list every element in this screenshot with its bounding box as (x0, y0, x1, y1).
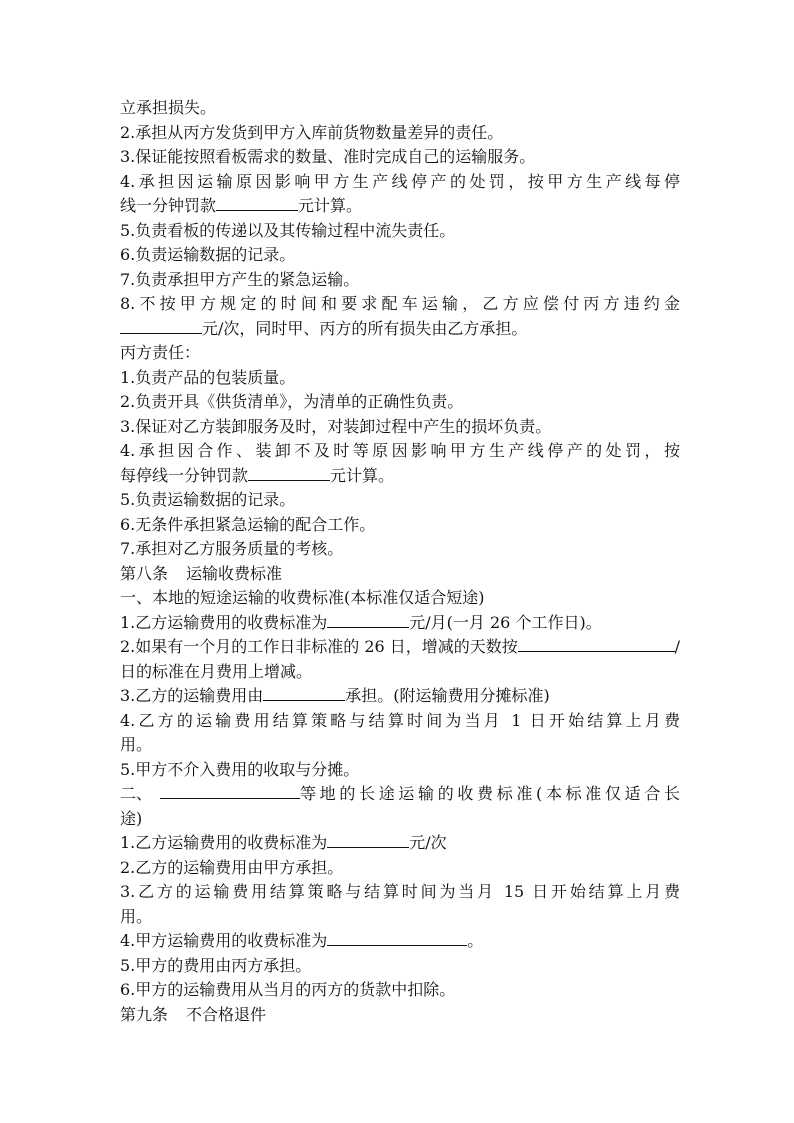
text-segment: 1.乙方运输费用的收费标准为 (120, 612, 328, 632)
fill-blank (518, 635, 675, 652)
text-line: 4.乙方的运输费用结算策略与结算时间为当月 1 日开始结算上月费 (120, 710, 680, 730)
text-line: 2.承担从丙方发货到甲方入库前货物数量差异的责任。 (120, 122, 504, 142)
text-segment: 元/月(一月 26 个工作日)。 (409, 612, 602, 632)
text-line (120, 464, 680, 489)
text-line: 用。 (120, 906, 153, 926)
article-title: 运输收费标准 (186, 563, 283, 583)
fill-blank (263, 684, 345, 701)
text-line: 7.负责承担甲方产生的紧急运输。 (120, 269, 360, 289)
text-segment: 1.乙方运输费用的收费标准为 (120, 833, 328, 852)
article-heading (120, 562, 680, 587)
text-line: 一、本地的短途运输的收费标准(本标准仅适合短途) (120, 588, 485, 607)
text-line: 8.不按甲方规定的时间和要求配车运输，乙方应偿付丙方违约金 (120, 294, 680, 313)
text-line: 5.甲方不介入费用的收取与分摊。 (120, 759, 360, 779)
text-line (120, 684, 680, 709)
text-line: 5.负责运输数据的记录。 (120, 490, 296, 509)
text-segment: 3.乙方的运输费用由 (120, 686, 264, 705)
text-segment: 元计算。 (298, 196, 363, 215)
text-line: 4.承担因合作、装卸不及时等原因影响甲方生产线停产的处罚，按 (120, 441, 680, 460)
text-line: 6.甲方的运输费用从当月的丙方的货款中扣除。 (120, 980, 456, 999)
article-number: 第八条 (120, 563, 169, 583)
text-line: 3.保证能按照看板需求的数量、准时完成自己的运输服务。 (120, 147, 536, 166)
text-segment: 承担。(附运输费用分摊标准) (345, 686, 550, 705)
fill-blank (327, 831, 409, 848)
document-page (120, 96, 680, 1027)
article-heading (120, 1003, 680, 1028)
text-line (120, 194, 680, 219)
fill-blank (120, 317, 202, 334)
text-segment: 元/次 (409, 833, 447, 852)
text-line: 2.乙方的运输费用由甲方承担。 (120, 857, 344, 877)
section-heading: 丙方责任： (120, 343, 201, 362)
fill-blank (327, 611, 409, 628)
text-segment: 4.甲方运输费用的收费标准为 (120, 931, 328, 950)
fill-blank (327, 929, 467, 946)
text-line (120, 611, 680, 636)
text-line: 立承担损失。 (120, 98, 217, 117)
text-segment: 元/次，同时甲、丙方的所有损失由乙方承担。 (202, 318, 528, 338)
text-segment: 。 (467, 931, 484, 950)
text-line: 6.负责运输数据的记录。 (120, 245, 296, 264)
text-line (120, 635, 680, 660)
text-line: 7.承担对乙方服务质量的考核。 (120, 539, 344, 558)
text-line: 日的标准在月费用上增减。 (120, 661, 313, 681)
text-line (120, 782, 680, 807)
text-line: 3.保证对乙方装卸服务及时，对装卸过程中产生的损坏负责。 (120, 416, 552, 436)
text-line: 2.负责开具《供货清单》，为清单的正确性负责。 (120, 392, 464, 411)
text-line: 1.负责产品的包装质量。 (120, 367, 296, 387)
fill-blank (160, 782, 300, 799)
text-segment: 等地的长途运输的收费标准(本标准仅适合长 (300, 784, 680, 803)
text-segment: 元计算。 (330, 465, 395, 485)
text-line: 5.甲方的费用由丙方承担。 (120, 955, 312, 975)
article-number: 第九条 (120, 1004, 169, 1024)
text-line: 5.负责看板的传递以及其传输过程中流失责任。 (120, 220, 456, 240)
text-line: 6.无条件承担紧急运输的配合工作。 (120, 514, 376, 534)
article-title: 不合格退件 (186, 1004, 267, 1024)
text-segment: 线一分钟罚款 (120, 196, 217, 215)
text-line (120, 317, 680, 342)
text-line: 途) (120, 808, 143, 828)
text-line (120, 831, 680, 856)
text-segment: 每停线一分钟罚款 (120, 465, 249, 485)
text-segment: 2.如果有一个月的工作日非标准的 26 日，增减的天数按 (120, 637, 518, 656)
fill-blank (216, 194, 298, 211)
text-segment: 二、 (120, 784, 153, 803)
text-line: 4.承担因运输原因影响甲方生产线停产的处罚，按甲方生产线每停 (120, 171, 680, 191)
text-line (120, 929, 680, 954)
text-line: 3.乙方的运输费用结算策略与结算时间为当月 15 日开始结算上月费 (120, 882, 680, 901)
fill-blank (248, 464, 330, 481)
text-segment: / (674, 637, 680, 656)
text-line: 用。 (120, 735, 153, 754)
